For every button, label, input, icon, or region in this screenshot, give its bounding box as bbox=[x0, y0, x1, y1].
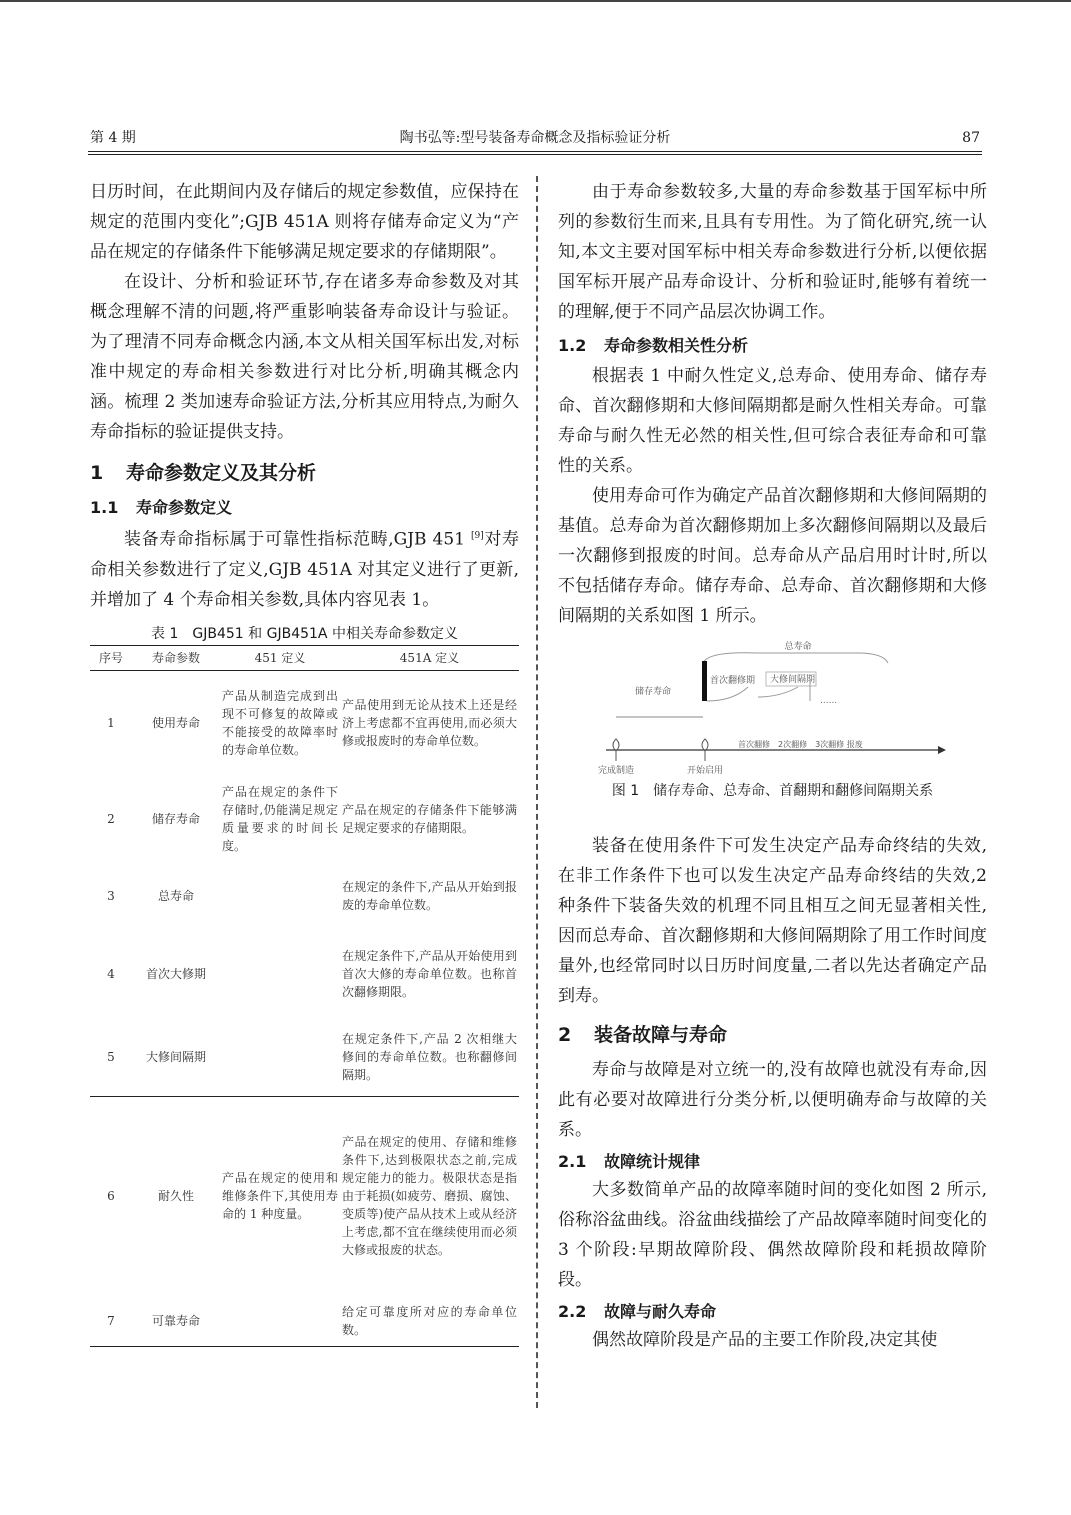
cell-no: 6 bbox=[90, 1096, 132, 1296]
subsection-heading bbox=[558, 1149, 987, 1175]
paragraph-text: 装备寿命指标属于可靠性指标范畴,GJB 451 bbox=[124, 529, 472, 550]
cell-no: 2 bbox=[107, 812, 115, 827]
cell-451a: 在规定条件下,产品从开始使用到首次大修的寿命单位数。也称首次翻修期限。 bbox=[342, 949, 517, 1000]
subsection-number: 1.2 bbox=[558, 336, 587, 355]
table-row bbox=[90, 1096, 519, 1296]
cell-451: 产品在规定的条件下存储时,仍能满足规定质量要求的时间长度。 bbox=[222, 785, 338, 854]
column-header: 寿命参数 bbox=[132, 645, 220, 670]
definitions-table bbox=[90, 645, 519, 1347]
cell-451 bbox=[220, 862, 340, 930]
label-start: 开始启用 bbox=[686, 766, 724, 776]
section-heading bbox=[558, 1021, 987, 1049]
column-header: 序号 bbox=[90, 645, 132, 670]
header-rule-top bbox=[88, 151, 982, 152]
cell-param: 首次大修期 bbox=[145, 967, 206, 982]
label-axis-events: 首次翻修 2次翻修 3次翻修 报废 bbox=[738, 740, 863, 749]
column-divider bbox=[536, 176, 538, 1408]
cell-451: 产品从制造完成到出现不可修复的故障或不能接受的故障率时的寿命单位数。 bbox=[222, 689, 338, 758]
paragraph-text: 对寿命相关参数进行了定义,GJB 451A 对其定义进行了更新,并增加了 4 个寿命相关参数,具体内容见表 1。 bbox=[90, 529, 520, 610]
cell-451a: 产品使用到无论从技术上还是经济上考虑都不宜再使用,而必须大修或报废时的寿命单位数。 bbox=[342, 698, 517, 749]
paragraph: 使用寿命可作为确定产品首次翻修期和大修间隔期的基值。总寿命为首次翻修期加上多次翻修间隔期以及最后一次翻修到报废的时间。总寿命从产品启用时计时,所以不包括储存寿命。储存寿命、总寿命、首次翻修期和大修间隔期的关系如图 1 所示。 bbox=[558, 486, 987, 626]
cell-451a: 给定可靠度所对应的寿命单位数。 bbox=[340, 1296, 519, 1346]
right-column bbox=[558, 177, 987, 1355]
table-row bbox=[90, 1018, 519, 1096]
cell-451: 产品在规定的使用和维修条件下,其使用寿命的 1 种度量。 bbox=[220, 1096, 340, 1296]
cell-451a: 在规定条件下,产品 2 次相继大修间的寿命单位数。也称翻修间隔期。 bbox=[342, 1031, 517, 1082]
paragraph: 偶然故障阶段是产品的主要工作阶段,决定其使 bbox=[592, 1330, 938, 1350]
subsection-heading bbox=[558, 1299, 987, 1325]
label-made: 完成制造 bbox=[597, 766, 635, 776]
label-first-overhaul: 首次翻修期 bbox=[710, 676, 756, 686]
subsection-number: 1.1 bbox=[90, 498, 119, 517]
figure-caption: 图 1 储存寿命、总寿命、首翻期和翻修间隔期关系 bbox=[611, 783, 934, 799]
column-header: 451 定义 bbox=[220, 645, 340, 670]
table-row bbox=[90, 930, 519, 1018]
start-marker-bar bbox=[702, 661, 707, 701]
paragraph: 装备在使用条件下可发生决定产品寿命终结的失效,在非工作条件下也可以发生决定产品寿命终结的失效,2 种条件下装备失效的机理不同且相互之间无显著相关性,因而总寿命、首次翻修期和大修间隔期除了用工作时间度量外,也经常同时以日历时间度量,二者以先达者确定产品到寿。 bbox=[558, 836, 987, 1006]
citation: [9] bbox=[471, 531, 484, 541]
subsection-title: 寿命参数定义 bbox=[136, 498, 233, 517]
running-title: 陶书弘等:型号装备寿命概念及指标验证分析 bbox=[399, 130, 671, 146]
cell-451a: 产品在规定的使用、存储和维修条件下,达到极限状态之前,完成规定能力的能力。极限状态是指由于耗损(如疲劳、磨损、腐蚀、变质等)使产品从技术上或从经济上考虑,都不宜在继续使用而必须大修或报废的状态。 bbox=[340, 1096, 519, 1296]
table-row bbox=[90, 776, 519, 862]
running-header bbox=[88, 126, 982, 150]
cell-param: 耐久性 bbox=[132, 1096, 220, 1296]
paragraph: 大多数简单产品的故障率随时间的变化如图 2 所示,俗称浴盆曲线。浴盆曲线描绘了产品故障率随时间变化的 3 个阶段:早期故障阶段、偶然故障阶段和耗损故障阶段。 bbox=[558, 1180, 987, 1290]
subsection-heading bbox=[558, 333, 987, 359]
cell-no: 4 bbox=[107, 967, 115, 982]
timeline-diagram bbox=[558, 639, 987, 779]
section-title: 装备故障与寿命 bbox=[594, 1024, 728, 1046]
subsection-number: 2.2 bbox=[558, 1302, 587, 1321]
label-total-life: 总寿命 bbox=[784, 642, 812, 652]
cell-no: 3 bbox=[107, 889, 115, 904]
table-row bbox=[90, 670, 519, 776]
column-header: 451A 定义 bbox=[340, 645, 519, 670]
cell-param: 使用寿命 bbox=[151, 716, 200, 731]
cell-451 bbox=[220, 1018, 340, 1096]
issue-number: 第 4 期 bbox=[90, 130, 136, 146]
section-title: 寿命参数定义及其分析 bbox=[126, 462, 317, 484]
paragraph bbox=[90, 521, 519, 615]
table-header-row bbox=[90, 645, 519, 670]
cell-no: 7 bbox=[90, 1296, 132, 1346]
subsection-heading bbox=[90, 495, 519, 521]
cell-no: 5 bbox=[107, 1049, 115, 1064]
cell-451 bbox=[220, 930, 340, 1018]
subsection-title: 故障统计规律 bbox=[604, 1152, 701, 1171]
header-rule-bottom bbox=[88, 154, 982, 155]
table-row bbox=[90, 1296, 519, 1346]
subsection-number: 2.1 bbox=[558, 1152, 587, 1171]
table-caption: 表 1 GJB451 和 GJB451A 中相关寿命参数定义 bbox=[151, 625, 458, 642]
made-marker bbox=[613, 739, 619, 751]
paragraph: 日历时间，在此期间内及存储后的规定参数值，应保持在规定的范围内变化”;GJB 451A 则将存储寿命定义为“产品在规定的存储条件下能够满足规定要求的存储期限”。 bbox=[90, 182, 519, 262]
left-column bbox=[90, 177, 519, 1347]
page-number: 87 bbox=[962, 130, 980, 146]
start-marker bbox=[702, 739, 708, 751]
subsection-title: 寿命参数相关性分析 bbox=[604, 336, 749, 355]
section-heading bbox=[90, 459, 519, 487]
paragraph: 由于寿命参数较多,大量的寿命参数基于国军标中所列的参数衍生而来,且具有专用性。为了简化研究,统一认知,本文主要对国军标中相关寿命参数进行分析,以便依据国军标开展产品寿命设计、分析和验证时,能够有着统一的理解,便于不同产品层次协调工作。 bbox=[558, 182, 987, 322]
cell-param: 总寿命 bbox=[157, 889, 194, 904]
label-storage-life: 储存寿命 bbox=[634, 687, 672, 697]
label-overhaul-interval: 大修间隔期 bbox=[770, 675, 816, 685]
paragraph: 根据表 1 中耐久性定义,总寿命、使用寿命、储存寿命、首次翻修期和大修间隔期都是耐久性相关寿命。可靠寿命与耐久性无必然的相关性,但可综合表征寿命和可靠性的关系。 bbox=[558, 366, 987, 476]
interval-arc bbox=[758, 687, 798, 697]
section-number: 2 bbox=[558, 1024, 572, 1046]
top-rule bbox=[0, 0, 1071, 2]
axis-arrowhead bbox=[938, 746, 946, 754]
cell-451a: 产品在规定的存储条件下能够满足规定要求的存储期限。 bbox=[342, 803, 517, 836]
cell-no: 1 bbox=[107, 716, 115, 731]
cell-param: 可靠寿命 bbox=[132, 1296, 220, 1346]
subsection-title: 故障与耐久寿命 bbox=[604, 1302, 717, 1321]
total-life-brace bbox=[703, 653, 888, 663]
table-row bbox=[90, 862, 519, 930]
section-number: 1 bbox=[90, 462, 104, 484]
figure-1 bbox=[558, 639, 987, 779]
cell-451a: 在规定的条件下,产品从开始到报废的寿命单位数。 bbox=[342, 880, 517, 913]
cell-param: 大修间隔期 bbox=[145, 1049, 206, 1064]
first-overhaul-arc bbox=[707, 687, 748, 701]
cell-451 bbox=[220, 1296, 340, 1346]
paragraph: 寿命与故障是对立统一的,没有故障也就没有寿命,因此有必要对故障进行分类分析,以便明确寿命与故障的关系。 bbox=[558, 1060, 987, 1140]
continuation-dots: ...... bbox=[820, 696, 838, 706]
paragraph: 在设计、分析和验证环节,存在诸多寿命参数及对其概念理解不清的问题,将严重影响装备寿命设计与验证。为了理清不同寿命概念内涵,本文从相关国军标出发,对标准中规定的寿命相关参数进行对比分析,明确其概念内涵。梳理 2 类加速寿命验证方法,分析其应用特点,为耐久寿命指标的验证提供支持。 bbox=[90, 272, 519, 442]
cell-param: 储存寿命 bbox=[151, 812, 200, 827]
